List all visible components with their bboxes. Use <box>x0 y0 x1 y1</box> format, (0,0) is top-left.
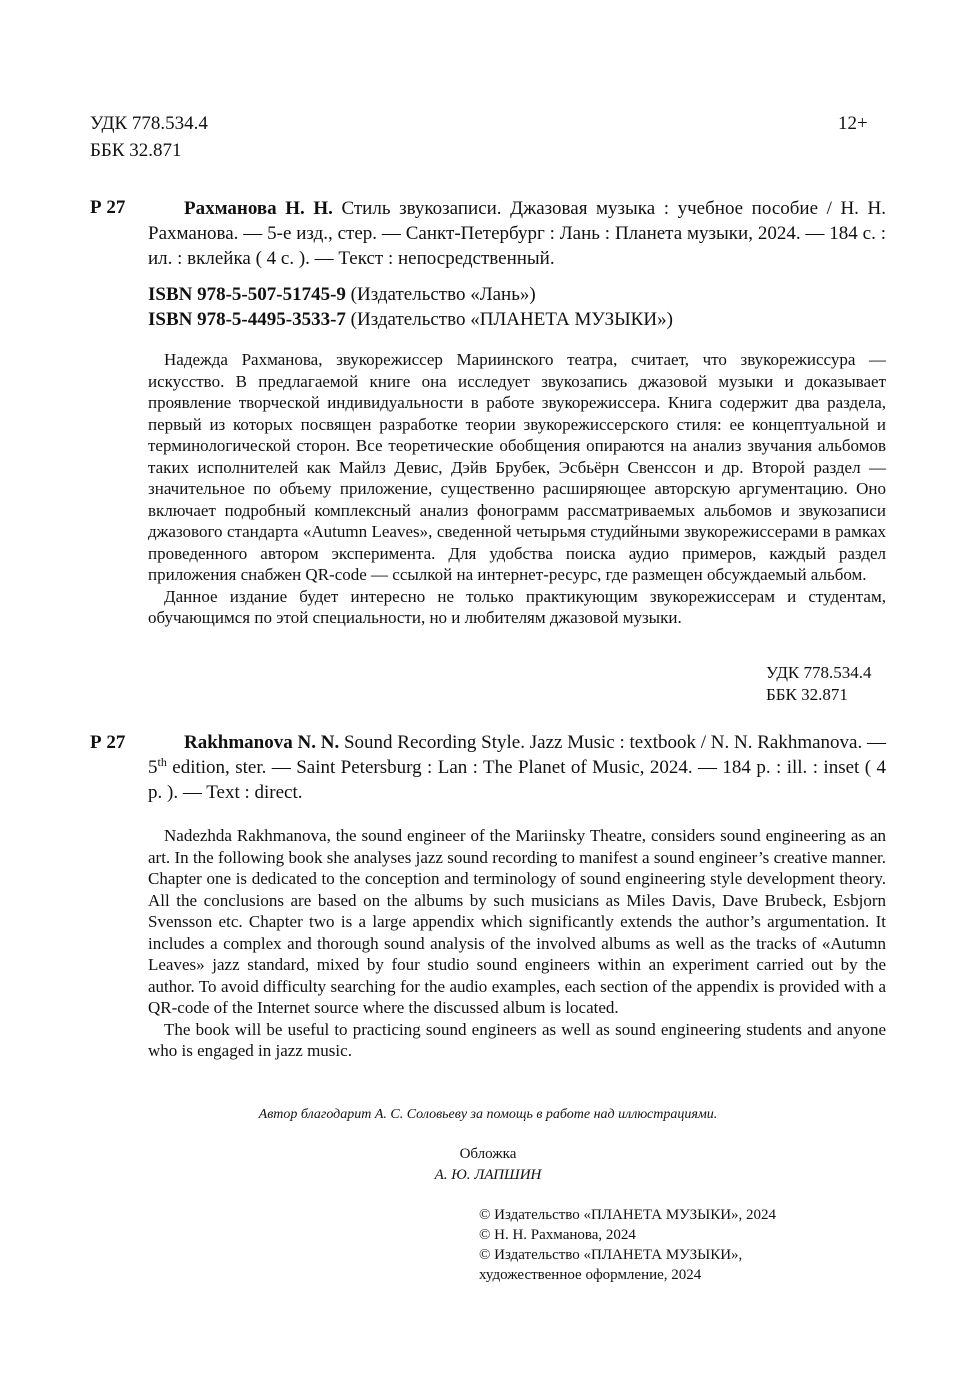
udk-code: УДК 778.534.4 <box>90 113 208 134</box>
abstract-paragraph: Надежда Рахманова, звукорежиссер Мариинского театра, считает, что звукорежиссура — искусство. В предлагаемой книге она исследует звукозапись джазовой музыки и доказывает проявление творческой индивидуальности в работе звукорежиссера. Книга содержит два раздела, первый из которых посвящен разработке теории звукорежиссерского стиля: ее концептуальной и терминологической сторон. Все теоретические обобщения опираются на анализ звучания альбомов таких исполнителей как Майлз Девис, Дэйв Брубек, Эсбьёрн Свенссон и др. Второй раздел — значительное по объему приложение, существенно расширяющее авторскую аргументацию. Оно включает подробный комплексный анализ фонограмм рассматриваемых альбомов и звукозаписи джазового стандарта «Autumn Leaves», сведенной четырьмя студийными звукорежиссерами в рамках проведенного автором эксперимента. Для удобства поиска аудио примеров, каждый раздел приложения снабжен QR-code — ссылкой на интернет-ресурс, где размещен обсуждаемый альбом. <box>148 350 886 584</box>
edition-superscript: th <box>157 755 167 769</box>
bibliographic-entry-en <box>148 730 886 805</box>
copyright-notice <box>479 1205 776 1285</box>
entry-description-en-part2: edition, ster. — Saint Petersburg : Lan : The Planet of Music, 2024. — 184 p. : ill. : inset ( 4 p. ). — Text : direct. <box>148 757 886 803</box>
udk-bbk-footer <box>766 662 872 706</box>
bbk-code: ББК 32.871 <box>766 685 848 704</box>
cover-artist: А. Ю. ЛАПШИН <box>434 1167 542 1183</box>
entry-description-en-part1: Sound Recording Style. Jazz Music : textbook / N. N. Rakhmanova. — 5 <box>148 732 886 778</box>
udk-bbk-header <box>90 110 208 164</box>
copyright-line: © Н. Н. Рахманова, 2024 <box>479 1227 636 1243</box>
entry-description-ru: Стиль звукозаписи. Джазовая музыка : учебное пособие / Н. Н. Рахманова. — 5-е изд., стер. — Санкт-Петербург : Лань : Планета музыки, 2024. — 184 с. : ил. : вклейка ( 4 с. ). — Текст : непосредственный. <box>148 198 886 269</box>
isbn-list <box>148 282 673 332</box>
bibliographic-entry-ru <box>148 196 886 271</box>
udk-code: УДК 778.534.4 <box>766 663 872 682</box>
cover-credit <box>90 1144 886 1186</box>
abstract-paragraph: The book will be useful to practicing sound engineers as well as sound engineering students and anyone who is engaged in jazz music. <box>148 1019 886 1060</box>
abstract-en <box>148 825 886 1062</box>
abstract-paragraph: Nadezhda Rakhmanova, the sound engineer of the Mariinsky Theatre, considers sound engineering as an art. In the following book she analyses jazz sound recording to manifest a sound engineer’s creative manner. Chapter one is dedicated to the conception and terminology of sound engineering style development theory. All the conclusions are based on the albums by such musicians as Miles Davis, Dave Brubeck, Esbjorn Svensson etc. Chapter two is a large appendix which significantly extends the author’s argumentation. It includes a complex and thorough sound analysis of the involved albums as well as the tracks of «Autumn Leaves» jazz standard, mixed by four studio sound engineers within an experiment carried out by the author. To avoid difficulty searching for the audio examples, each section of the appendix is provided with a QR-code of the Internet source where the discussed album is located. <box>148 826 886 1017</box>
author-mark-en: Р 27 <box>90 732 126 753</box>
entry-author-en: Rakhmanova N. N. <box>184 732 340 753</box>
abstract-ru <box>148 349 886 629</box>
isbn-line <box>148 307 673 332</box>
author-mark-ru: Р 27 <box>90 197 126 218</box>
isbn-publisher: (Издательство «ПЛАНЕТА МУЗЫКИ») <box>345 309 673 330</box>
entry-author-ru: Рахманова Н. Н. <box>184 198 333 219</box>
isbn-line <box>148 282 673 307</box>
age-rating: 12+ <box>838 113 868 134</box>
isbn-number: ISBN 978-5-507-51745-9 <box>148 284 346 305</box>
copyright-line: © Издательство «ПЛАНЕТА МУЗЫКИ», <box>479 1247 743 1263</box>
isbn-number: ISBN 978-5-4495-3533-7 <box>148 309 346 330</box>
bbk-code: ББК 32.871 <box>90 140 182 161</box>
isbn-publisher: (Издательство «Лань») <box>345 284 536 305</box>
acknowledgement: Автор благодарит А. С. Соловьеву за помощь в работе над иллюстрациями. <box>258 1107 718 1122</box>
cover-label: Обложка <box>459 1146 517 1162</box>
copyright-line: © Издательство «ПЛАНЕТА МУЗЫКИ», 2024 <box>479 1207 777 1223</box>
copyright-line: художественное оформление, 2024 <box>479 1267 702 1283</box>
abstract-paragraph: Данное издание будет интересно не только практикующим звукорежиссерам и студентам, обучающимся по этой специальности, но и любителям джазовой музыки. <box>148 586 886 627</box>
